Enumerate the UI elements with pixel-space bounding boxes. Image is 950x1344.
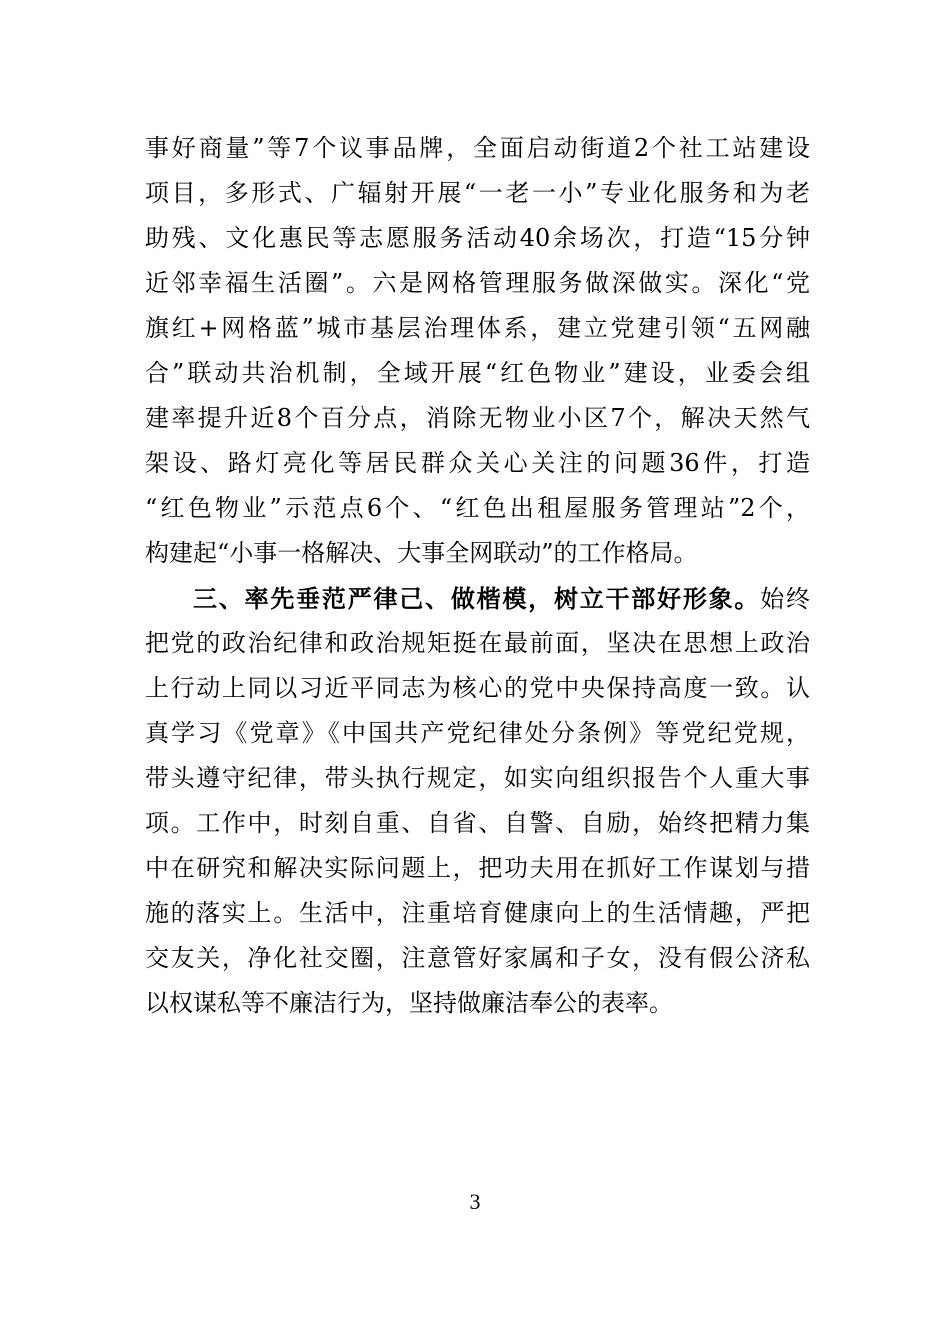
text-line: 旗红+网格蓝”城市基层治理体系，建立党建引领“五网融 bbox=[145, 314, 810, 342]
text-line: 合”联动共治机制，全域开展“红色物业”建设，业委会组 bbox=[145, 359, 810, 387]
text-line: 把党的政治纪律和政治规矩挺在最前面，坚决在思想上政治 bbox=[145, 629, 810, 657]
text-line: 架设、路灯亮化等居民群众关心关注的问题36件，打造 bbox=[145, 449, 810, 477]
text-line: 事好商量”等7个议事品牌，全面启动街道2个社工站建设 bbox=[145, 134, 810, 162]
text-line: 近邻幸福生活圈”。六是网格管理服务做深做实。深化“党 bbox=[145, 269, 810, 297]
text-line: 上行动上同以习近平同志为核心的党中央保持高度一致。认 bbox=[145, 674, 810, 702]
text-line: 以权谋私等不廉洁行为，坚持做廉洁奉公的表率。 bbox=[145, 989, 673, 1017]
text-line: 助残、文化惠民等志愿服务活动40余场次，打造“15分钟 bbox=[145, 224, 810, 252]
page-number: 3 bbox=[469, 1189, 481, 1214]
text-line: 中在研究和解决实际问题上，把功夫用在抓好工作谋划与措 bbox=[145, 854, 810, 882]
text-line: 构建起“小事一格解决、大事全网联动”的工作格局。 bbox=[145, 539, 698, 567]
section-3-first-line-tail: 始终 bbox=[760, 585, 811, 613]
text-line: 项目，多形式、广辐射开展“一老一小”专业化服务和为老 bbox=[145, 179, 810, 207]
section-3-first-line bbox=[145, 576, 810, 621]
text-line: 建率提升近8个百分点，消除无物业小区7个，解决天然气 bbox=[145, 404, 810, 432]
text-line: 交友关，净化社交圈，注意管好家属和子女，没有假公济私 bbox=[145, 944, 810, 972]
text-line: 项。工作中，时刻自重、自省、自警、自励，始终把精力集 bbox=[145, 809, 810, 837]
section-3-heading: 三、率先垂范严律己、做楷模，树立干部好形象。 bbox=[193, 584, 761, 613]
text-line: 带头遵守纪律，带头执行规定，如实向组织报告个人重大事 bbox=[145, 764, 810, 792]
text-line: “红色物业”示范点6个、“红色出租屋服务管理站”2个， bbox=[145, 494, 810, 522]
body-text bbox=[145, 126, 810, 1026]
text-line: 施的落实上。生活中，注重培育健康向上的生活情趣，严把 bbox=[145, 899, 810, 927]
text-line: 真学习《党章》《中国共产党纪律处分条例》等党纪党规， bbox=[145, 719, 810, 747]
